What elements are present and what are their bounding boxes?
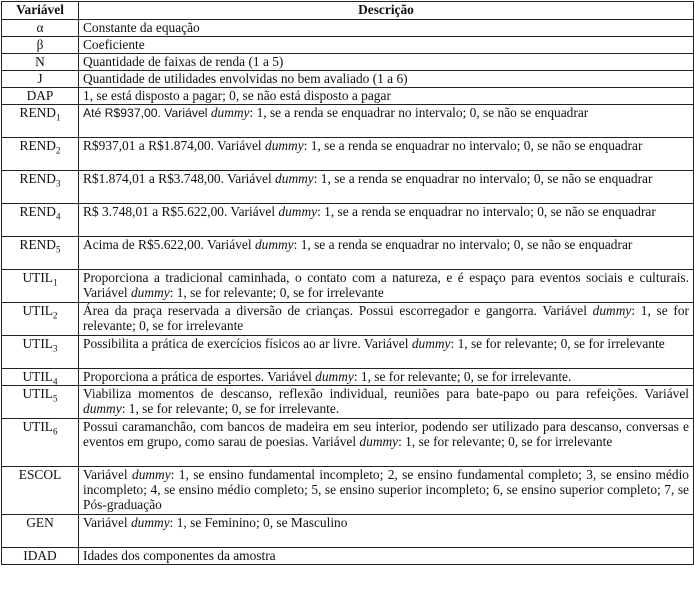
description-cell: Proporciona a tradicional caminhada, o contato com a natureza, e é espaço para eventos sociais e culturais. Variável dummy: 1, se for relevante; 0, se for irrelevante bbox=[79, 270, 694, 303]
variable-cell bbox=[2, 54, 79, 71]
description-cell: R$1.874,01 a R$3.748,00. Variável dummy: 1, se a renda se enquadrar no intervalo; 0, se não se enquadrar bbox=[79, 171, 694, 204]
description-cell: Quantidade de faixas de renda (1 a 5) bbox=[79, 54, 694, 71]
description-cell: Área da praça reservada a diversão de crianças. Possui escorregador e gangorra. Variável dummy: 1, se for relevante; 0, se for irrelevante bbox=[79, 303, 694, 336]
variable-cell: $UTIL_5$ bbox=[2, 386, 79, 419]
table-row bbox=[2, 419, 694, 467]
header-row bbox=[2, 2, 694, 20]
variable-name: UTIL bbox=[22, 369, 53, 384]
table-row bbox=[2, 88, 694, 105]
variable-cell bbox=[2, 37, 79, 54]
variable-cell bbox=[2, 88, 79, 105]
variable-name: REND bbox=[19, 138, 56, 153]
variable-cell: $UTIL_6$ bbox=[2, 419, 79, 467]
description-cell: Constante da equação bbox=[79, 20, 694, 37]
table-row bbox=[2, 548, 694, 565]
variable-name: N bbox=[35, 54, 45, 69]
table-row bbox=[2, 515, 694, 548]
table-row bbox=[2, 71, 694, 88]
description-cell: Acima de R$5.622,00. Variável dummy: 1, se a renda se enquadrar no intervalo; 0, se não se enquadrar bbox=[79, 237, 694, 270]
table-row bbox=[2, 138, 694, 171]
description-cell: Coeficiente bbox=[79, 37, 694, 54]
variable-cell: $REND_3$ bbox=[2, 171, 79, 204]
description-cell: Variável dummy: 1, se ensino fundamental incompleto; 2, se ensino fundamental completo; 3, se ensino médio incompleto; 4, se ensino médio completo; 5, se ensino superior incompleto; 6, se ensino superior completo; 7, se Pós-graduação bbox=[79, 467, 694, 515]
variable-cell bbox=[2, 467, 79, 515]
description-cell: Idades dos componentes da amostra bbox=[79, 548, 694, 565]
variable-name: ESCOL bbox=[18, 467, 62, 482]
header-variable: Variável bbox=[2, 2, 79, 20]
table-row bbox=[2, 369, 694, 386]
variable-cell: $REND_2$ bbox=[2, 138, 79, 171]
table-row bbox=[2, 237, 694, 270]
table-row bbox=[2, 204, 694, 237]
description-cell: Proporciona a prática de esportes. Variável dummy: 1, se for relevante; 0, se for irrelevante. bbox=[79, 369, 694, 386]
table-row bbox=[2, 386, 694, 419]
variable-name: REND bbox=[19, 237, 56, 252]
header-description: Descrição bbox=[79, 2, 694, 20]
variable-name: UTIL bbox=[22, 270, 53, 285]
description-cell: Possibilita a prática de exercícios físicos ao ar livre. Variável dummy: 1, se for relevante; 0, se for irrelevante bbox=[79, 336, 694, 369]
variable-name: UTIL bbox=[22, 386, 53, 401]
variable-name: UTIL bbox=[22, 336, 53, 351]
table-row bbox=[2, 20, 694, 37]
variable-cell: $UTIL_4$ bbox=[2, 369, 79, 386]
variable-cell bbox=[2, 20, 79, 37]
variable-name: β bbox=[36, 37, 44, 52]
description-cell: R$ 3.748,01 a R$5.622,00. Variável dummy: 1, se a renda se enquadrar no intervalo; 0, se não se enquadrar bbox=[79, 204, 694, 237]
variable-name: GEN bbox=[26, 515, 54, 530]
table-row bbox=[2, 54, 694, 71]
variable-name: DAP bbox=[26, 88, 54, 103]
description-cell: 1, se está disposto a pagar; 0, se não está disposto a pagar bbox=[79, 88, 694, 105]
variable-cell bbox=[2, 548, 79, 565]
table-row bbox=[2, 336, 694, 369]
table-row bbox=[2, 270, 694, 303]
variables-table bbox=[1, 1, 694, 565]
table-row bbox=[2, 303, 694, 336]
variable-name: UTIL bbox=[22, 419, 53, 434]
variable-cell: $UTIL_1$ bbox=[2, 270, 79, 303]
variable-name: J bbox=[37, 71, 43, 86]
variable-name: UTIL bbox=[22, 303, 53, 318]
variable-name: REND bbox=[19, 105, 56, 120]
variable-cell: $UTIL_3$ bbox=[2, 336, 79, 369]
table-row bbox=[2, 105, 694, 138]
description-cell: Viabiliza momentos de descanso, reflexão individual, reuniões para bate-papo ou para refeições. Variável dummy: 1, se for relevante; 0, se for irrelevante. bbox=[79, 386, 694, 419]
table-row bbox=[2, 467, 694, 515]
variable-cell: $UTIL_2$ bbox=[2, 303, 79, 336]
variable-cell: $REND_5$ bbox=[2, 237, 79, 270]
table-row bbox=[2, 171, 694, 204]
description-cell: Quantidade de utilidades envolvidas no bem avaliado (1 a 6) bbox=[79, 71, 694, 88]
variable-cell: $REND_1$ bbox=[2, 105, 79, 138]
table-row bbox=[2, 37, 694, 54]
variable-name: REND bbox=[19, 204, 56, 219]
variable-cell bbox=[2, 71, 79, 88]
description-cell: R$937,01 a R$1.874,00. Variável dummy: 1, se a renda se enquadrar no intervalo; 0, se não se enquadrar bbox=[79, 138, 694, 171]
variable-name: IDAD bbox=[23, 548, 57, 563]
description-cell: Variável dummy: 1, se Feminino; 0, se Masculino bbox=[79, 515, 694, 548]
description-cell: Até R$937,00. Variável dummy: 1, se a renda se enquadrar no intervalo; 0, se não se enquadrar bbox=[79, 105, 694, 138]
variable-cell: $REND_4$ bbox=[2, 204, 79, 237]
description-cell: Possui caramanchão, com bancos de madeira em seu interior, podendo ser utilizado para descanso, conversas e eventos em grupo, como sarau de poesias. Variável dummy: 1, se for relevante; 0, se for irrelevante bbox=[79, 419, 694, 467]
variable-cell bbox=[2, 515, 79, 548]
variable-name: REND bbox=[19, 171, 56, 186]
variable-name: α bbox=[36, 20, 44, 35]
